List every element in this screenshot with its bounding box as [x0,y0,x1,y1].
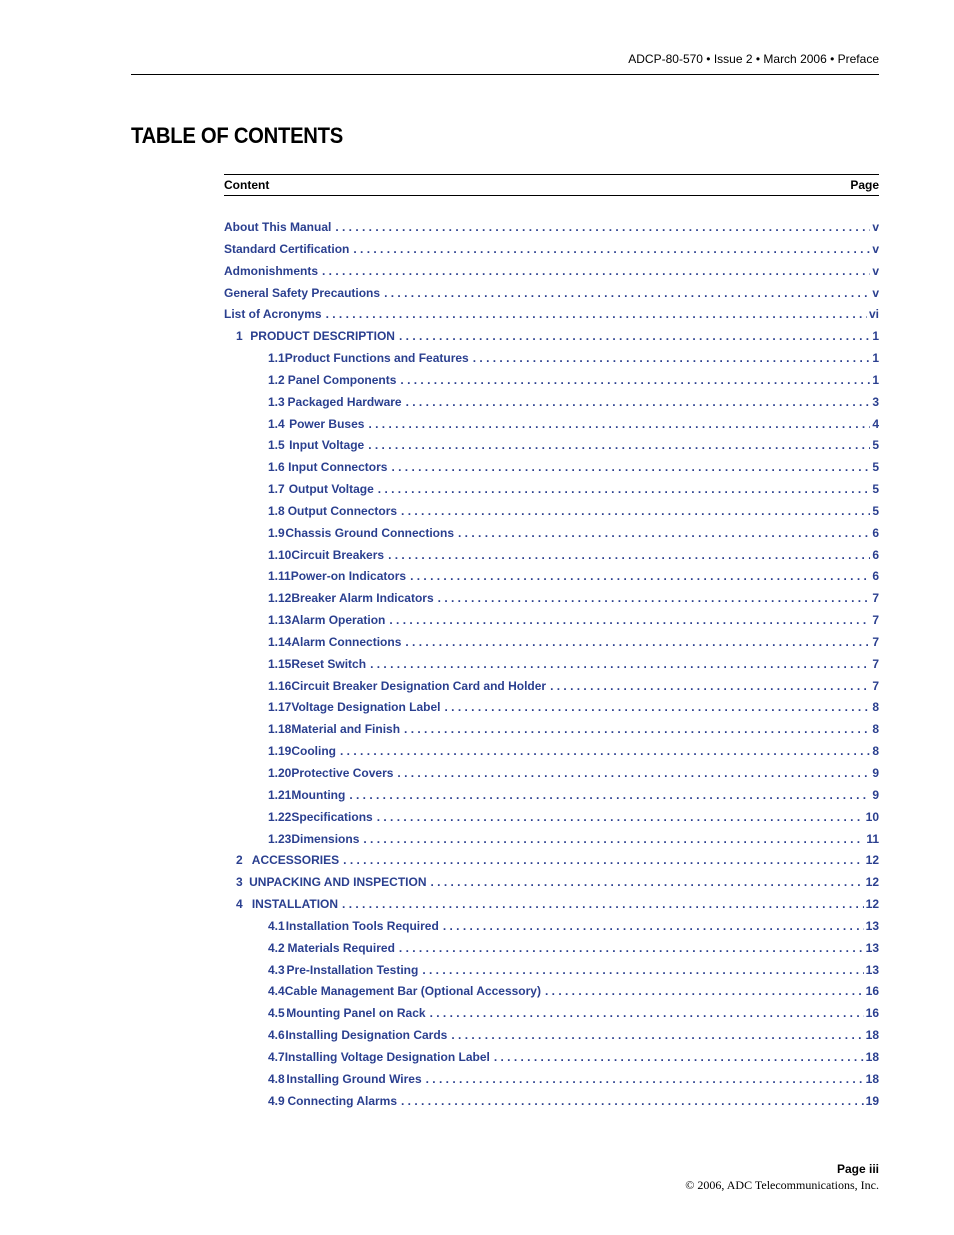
toc-entry-title: Installation Tools Required [285,918,439,933]
toc-entry-number: 1.22 [268,809,292,824]
toc-entry-title: Cable Management Bar (Optional Accessory) [284,984,541,999]
toc-entry[interactable] [268,373,879,389]
toc-entry[interactable] [268,635,879,651]
toc-entry-title: Dimensions [291,831,360,846]
toc-entry-title: Chassis Ground Connections [285,525,455,540]
toc-entry-page: 16 [865,984,879,999]
toc-entry-page: 18 [865,1049,879,1064]
dot-leader [353,242,870,256]
toc-entry-title: Connecting Alarms [287,1093,398,1108]
running-header [131,52,879,75]
toc-entry[interactable] [224,242,879,258]
dot-leader [340,744,870,758]
header-text: ADCP-80-570 • Issue 2 • March 2006 • Preface [628,52,879,66]
toc-entry[interactable] [268,941,879,957]
dot-leader [400,373,870,387]
toc-entry-page: 13 [865,918,879,933]
dot-leader [473,351,871,365]
toc-entry-number: 1.1 [268,351,285,366]
toc-entry[interactable] [224,220,879,236]
toc-entry-number: 1.19 [268,744,292,759]
toc-entry-title: Specifications [291,809,373,824]
dot-leader [438,591,871,605]
toc-entry-number: 1.4 [268,416,285,431]
dot-leader [430,1006,864,1020]
toc-entry-page: 7 [872,656,879,671]
page-column-label: Page [850,178,879,192]
toc-entry-page: 5 [872,438,879,453]
toc-entry-title: Installing Designation Cards [285,1028,448,1043]
dot-leader [494,1050,864,1064]
content-column-label: Content [224,178,270,192]
toc-entry-title: Voltage Designation Label [291,700,441,715]
dot-leader [401,504,870,518]
toc-entry-title: Output Voltage [288,482,374,497]
page-number: Page iii [836,1162,879,1176]
toc-entry[interactable] [268,984,879,1000]
toc-entry-title: PRODUCT DESCRIPTION [250,329,395,344]
toc-entry-page: 5 [872,460,879,475]
dot-leader [326,307,867,321]
toc-entry-page: 18 [865,1028,879,1043]
toc-entry-page: vi [868,307,879,322]
toc-entry-page: 1 [872,372,879,387]
toc-entry-title: Power-on Indicators [290,569,407,584]
dot-leader [388,548,870,562]
toc-entry[interactable] [268,395,879,411]
toc-entry-title: ACCESSORIES [251,853,340,868]
toc-entry-page: 10 [865,809,879,824]
dot-leader [335,220,870,234]
toc-entry-title: List of Acronyms [224,307,322,322]
toc-entry-title: Alarm Operation [291,613,386,628]
toc-entry-page: 9 [872,787,879,802]
toc-entry[interactable] [268,919,879,935]
toc-entry-title: Panel Components [287,372,397,387]
toc-entry[interactable] [224,264,879,280]
toc-entry-number: 1.13 [268,613,292,628]
toc-entry-number: 1.10 [268,547,292,562]
toc-entry-title: Alarm Connections [291,634,402,649]
toc-entry[interactable] [236,853,879,869]
dot-leader [399,941,864,955]
toc-entry-number: 4 [236,897,243,912]
toc-entry-title: Mounting [291,787,346,802]
toc-entry-title: Material and Finish [291,722,401,737]
toc-entry-number: 4.7 [268,1049,285,1064]
dot-leader [378,482,871,496]
toc-entry-number: 1.8 [268,503,285,518]
toc-entry-title: Product Functions and Features [284,351,469,366]
toc-entry[interactable] [268,351,879,367]
toc-entry[interactable] [268,1028,879,1044]
toc-entry[interactable] [236,897,879,913]
toc-entry-page: 8 [872,744,879,759]
dot-leader [406,395,871,409]
toc-entry[interactable] [268,504,879,520]
dot-leader [410,569,870,583]
dot-leader [368,417,870,431]
toc-entry-number: 1.23 [268,831,292,846]
toc-entry[interactable] [268,963,879,979]
toc-entry-number: 1.6 [268,460,285,475]
toc-entry-number: 1.2 [268,372,285,387]
toc-entry[interactable] [268,657,879,673]
dot-leader [404,722,870,736]
toc-entry-title: Power Buses [289,416,365,431]
column-header [224,174,879,196]
page-title: TABLE OF CONTENTS [131,123,343,148]
toc-entry-page: 6 [872,547,879,562]
toc-entry-page: 12 [865,853,879,868]
toc-entry[interactable] [268,613,879,629]
toc-entry-page: 19 [865,1093,879,1108]
toc-entry[interactable] [268,548,879,564]
toc-entry-number: 1.21 [268,787,292,802]
toc-entry-title: Breaker Alarm Indicators [291,591,434,606]
toc-entry-number: 4.1 [268,918,285,933]
toc-entry-title: Circuit Breakers [291,547,385,562]
dot-leader [370,657,870,671]
toc-entry-page: 1 [872,351,879,366]
toc-entry-page: 13 [865,940,879,955]
toc-entry-title: Protective Covers [291,766,394,780]
toc-entry[interactable] [268,679,879,695]
toc-entry[interactable] [268,417,879,433]
toc-entry[interactable] [236,875,879,891]
toc-entry-number: 1.14 [268,634,292,649]
toc-entry-title: Pre-Installation Testing [286,962,419,977]
toc-entry-page: v [872,263,879,278]
dot-leader [389,613,870,627]
dot-leader [343,853,863,867]
toc-entry-page: 18 [865,1071,879,1086]
toc-entry-number: 4.2 [268,940,285,955]
toc-entry-page: v [872,285,879,300]
toc-entry[interactable] [224,286,879,302]
toc-entry-title: Circuit Breaker Designation Card and Holder [291,678,547,693]
toc-entry-page: 6 [872,569,879,584]
dot-leader [445,700,871,714]
dot-leader [363,832,864,846]
toc-entry-number: 1.17 [268,700,292,715]
toc-entry[interactable] [268,788,879,804]
toc-entry-number: 1.20 [268,766,292,780]
toc-entry-number: 1.3 [268,394,285,409]
dot-leader [322,264,870,278]
toc-entry-page: 13 [865,962,879,977]
toc-entry-page: 4 [872,416,879,431]
dot-leader [458,526,870,540]
toc-entry-title: INSTALLATION [251,897,339,912]
toc-entry-page: 7 [872,613,879,628]
dot-leader [405,635,870,649]
toc-entry-title: Input Connectors [288,460,388,475]
toc-entry-number: 2 [236,853,243,868]
toc-entry-number: 4.9 [268,1093,285,1108]
toc-entry[interactable] [236,329,879,345]
dot-leader [391,460,870,474]
toc-entry-number: 1.18 [268,722,292,737]
toc-entry[interactable] [268,722,879,738]
dot-leader [443,919,864,933]
toc-entry-page: v [872,220,879,234]
toc-entry-number: 1 [236,329,243,344]
toc-entry[interactable] [268,1094,879,1110]
toc-entry-number: 1.12 [268,591,292,606]
toc-entry-title: General Safety Precautions [224,285,381,300]
copyright: © 2006, ADC Telecommunications, Inc. [685,1178,879,1192]
toc-entry-page: 1 [872,329,879,344]
toc-entry[interactable] [268,1050,879,1066]
toc-entry-number: 4.4 [268,984,285,999]
toc-entry-title: Installing Ground Wires [286,1071,422,1086]
dot-leader [399,329,870,343]
toc-entry[interactable] [268,460,879,476]
toc-entry-page: 12 [865,897,879,912]
toc-entry-title: Materials Required [287,940,395,955]
dot-leader [384,286,870,300]
dot-leader [342,897,864,911]
toc-entry[interactable] [268,1072,879,1088]
dot-leader [451,1028,863,1042]
toc-entry[interactable] [268,700,879,716]
toc-entry-page: 8 [872,700,879,715]
toc-entry[interactable] [268,1006,879,1022]
toc-entry-page: 7 [872,678,879,693]
toc-entry-title: About This Manual [224,220,332,234]
toc-entry-title: Input Voltage [289,438,365,453]
toc-entry-page: v [872,241,879,256]
toc-entry[interactable] [268,744,879,760]
toc-entry-number: 4.5 [268,1006,285,1021]
toc-entry[interactable] [268,810,879,826]
toc-entry[interactable] [224,307,879,323]
dot-leader [377,810,864,824]
toc-entry-number: 1.16 [268,678,292,693]
toc-entry-title: Mounting Panel on Rack [286,1006,426,1021]
toc-entry[interactable] [268,438,879,454]
toc-entry-title: Reset Switch [291,656,367,671]
toc-entry-number: 4.8 [268,1071,285,1086]
toc-entry-page: 8 [872,722,879,737]
toc-entry-title: Packaged Hardware [287,394,402,409]
toc-entry[interactable] [268,569,879,585]
toc-entry-number: 1.11 [268,569,291,584]
toc-entry-number: 1.5 [268,438,285,453]
dot-leader [422,963,863,977]
dot-leader [550,679,870,693]
toc-entry-page: 6 [872,525,879,540]
toc-entry-page: 9 [872,766,879,780]
dot-leader [430,875,863,889]
dot-leader [545,984,864,998]
toc-entry-number: 1.15 [268,656,292,671]
toc-entry-page: 5 [872,482,879,497]
dot-leader [397,766,870,780]
dot-leader [426,1072,864,1086]
toc-entry-number: 4.3 [268,962,285,977]
toc-entry[interactable] [268,766,879,782]
toc-entry-number: 1.9 [268,525,285,540]
toc-entry[interactable] [268,591,879,607]
toc-entry-title: Standard Certification [224,241,350,256]
toc-entry-page: 12 [865,875,879,890]
toc-entry-page: 7 [872,634,879,649]
toc-entry-number: 1.7 [268,482,285,497]
toc-entry-page: 7 [872,591,879,606]
toc-entry-title: Admonishments [224,263,319,278]
toc-entry-title: Installing Voltage Designation Label [284,1049,490,1064]
toc-entry-number: 3 [236,875,243,890]
toc-entry[interactable] [268,832,879,848]
dot-leader [368,438,870,452]
toc-entry[interactable] [268,526,879,542]
dot-leader [349,788,870,802]
toc-entry-title: UNPACKING AND INSPECTION [249,875,427,890]
toc-entry-page: 11 [866,831,879,846]
dot-leader [401,1094,864,1108]
toc-entry-number: 4.6 [268,1028,285,1043]
toc-entry-page: 5 [872,503,879,518]
toc-entry[interactable] [268,482,879,498]
toc-entry-title: Cooling [291,744,337,759]
toc-entry-page: 16 [865,1006,879,1021]
toc-entry-page: 3 [872,394,879,409]
toc-entry-title: Output Connectors [287,503,398,518]
